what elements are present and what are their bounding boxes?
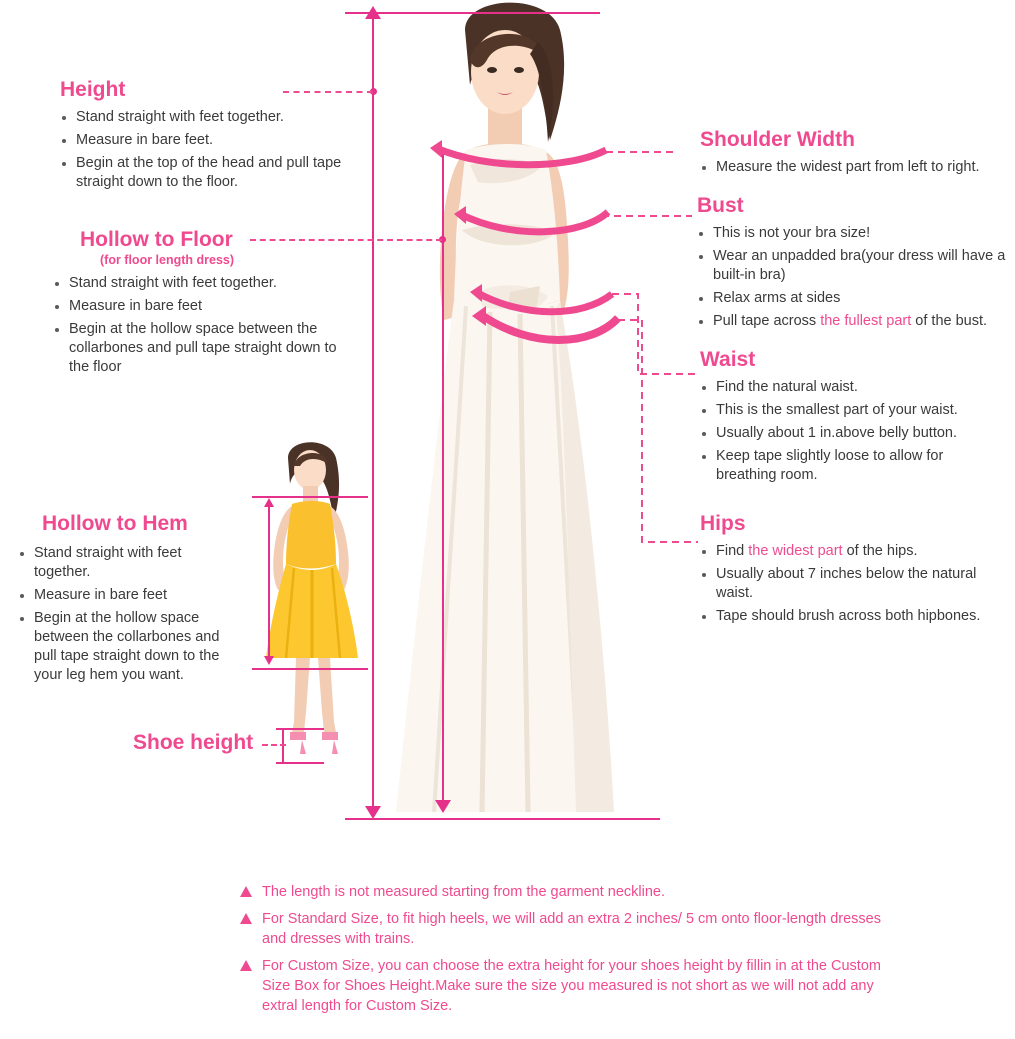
shoulder-width-section — [700, 128, 1010, 181]
list-item: This is not your bra size! — [697, 224, 1012, 243]
hollow-to-hem-arrow-top — [264, 498, 274, 507]
hips-highlight: the widest part — [748, 543, 843, 559]
hollow-to-hem-section — [10, 512, 238, 689]
shoe-height-callout-dash — [262, 744, 286, 746]
note-text: For Custom Size, you can choose the extra height for your shoes height by fillin in at the Custom Size Box for Shoes Height.Make sure the size you measured is not short as we will not add any extral length for Custom Size. — [262, 958, 881, 1014]
hips-list — [700, 542, 1005, 626]
bust-guide — [452, 200, 702, 245]
list-item: This is the smallest part of your waist. — [700, 401, 1000, 420]
hollow-to-floor-title: Hollow to Floor — [80, 228, 233, 251]
list-item: Measure in bare feet — [18, 586, 238, 605]
note-item — [240, 882, 900, 902]
hollow-to-hem-title: Hollow to Hem — [42, 512, 188, 535]
hollow-to-hem-arrow-bottom — [264, 656, 274, 665]
hips-pre: Find — [716, 543, 749, 559]
list-item: Keep tape slightly loose to allow for breathing room. — [700, 447, 1000, 485]
list-item: Stand straight with feet together. — [60, 108, 360, 127]
bust-post: of the bust. — [911, 313, 988, 329]
list-item: Usually about 1 in.above belly button. — [700, 424, 1000, 443]
list-item: Tape should brush across both hipbones. — [700, 607, 1005, 626]
list-item: Usually about 7 inches below the natural waist. — [700, 565, 1005, 603]
hollow-to-floor-subtitle: (for floor length dress) — [100, 253, 235, 267]
list-item: Stand straight with feet together. — [53, 274, 345, 293]
hips-title: Hips — [700, 512, 746, 535]
shoulder-width-title: Shoulder Width — [700, 128, 855, 151]
warning-triangle-icon — [240, 886, 252, 897]
hollow-to-floor-guide-line — [442, 150, 444, 810]
hollow-to-floor-arrow-bottom — [435, 800, 451, 813]
list-item-bust-fullest — [697, 312, 1012, 331]
height-top-tick — [345, 12, 600, 14]
hollow-to-hem-bottom-tick — [252, 668, 368, 670]
list-item: Find the natural waist. — [700, 378, 1000, 397]
bust-highlight: the fullest part — [820, 313, 912, 329]
note-item — [240, 909, 900, 949]
waist-title: Waist — [700, 348, 756, 371]
hollow-to-floor-list — [53, 274, 345, 377]
list-item: Wear an unpadded bra(your dress will have a built-in bra) — [697, 247, 1012, 285]
hips-guide — [462, 300, 702, 560]
shoulder-width-list — [700, 158, 1010, 177]
list-item: Begin at the hollow space between the collarbones and pull tape straight down to the your leg hem you want. — [18, 609, 238, 685]
waist-list — [700, 378, 1000, 485]
height-title: Height — [60, 78, 126, 101]
waist-section — [700, 348, 1000, 489]
height-guide-line — [372, 18, 374, 808]
hollow-to-hem-list — [18, 544, 238, 685]
hollow-to-floor-section — [45, 228, 345, 381]
list-item: Stand straight with feet together. — [18, 544, 238, 582]
shoe-height-title: Shoe height — [133, 731, 254, 754]
list-item: Measure in bare feet — [53, 297, 345, 316]
list-item-hips-widest — [700, 542, 1005, 561]
bust-pre: Pull tape across — [713, 313, 821, 329]
bust-list — [697, 224, 1012, 331]
bust-title: Bust — [697, 194, 744, 217]
height-list — [60, 108, 360, 192]
hips-post: of the hips. — [842, 543, 918, 559]
shoe-height-bottom-tick — [276, 762, 324, 764]
notes-section — [240, 882, 900, 1023]
shoe-height-guide-line — [282, 730, 284, 762]
list-item: Measure in bare feet. — [60, 131, 360, 150]
shoulder-width-guide — [428, 136, 678, 176]
list-item: Relax arms at sides — [697, 289, 1012, 308]
note-text: The length is not measured starting from the garment neckline. — [262, 884, 665, 900]
list-item: Measure the widest part from left to right. — [700, 158, 1010, 177]
height-bottom-tick — [345, 818, 660, 820]
warning-triangle-icon — [240, 960, 252, 971]
note-item — [240, 956, 900, 1016]
hips-section — [700, 512, 1005, 630]
list-item: Begin at the hollow space between the collarbones and pull tape straight down to the floor — [53, 320, 345, 377]
note-text: For Standard Size, to fit high heels, we will add an extra 2 inches/ 5 cm onto floor-length dresses and dresses with trains. — [262, 911, 881, 947]
bust-section — [697, 194, 1012, 335]
list-item: Begin at the top of the head and pull tape straight down to the floor. — [60, 154, 360, 192]
warning-triangle-icon — [240, 913, 252, 924]
hollow-to-hem-guide-line — [268, 506, 270, 661]
height-section — [60, 78, 360, 196]
